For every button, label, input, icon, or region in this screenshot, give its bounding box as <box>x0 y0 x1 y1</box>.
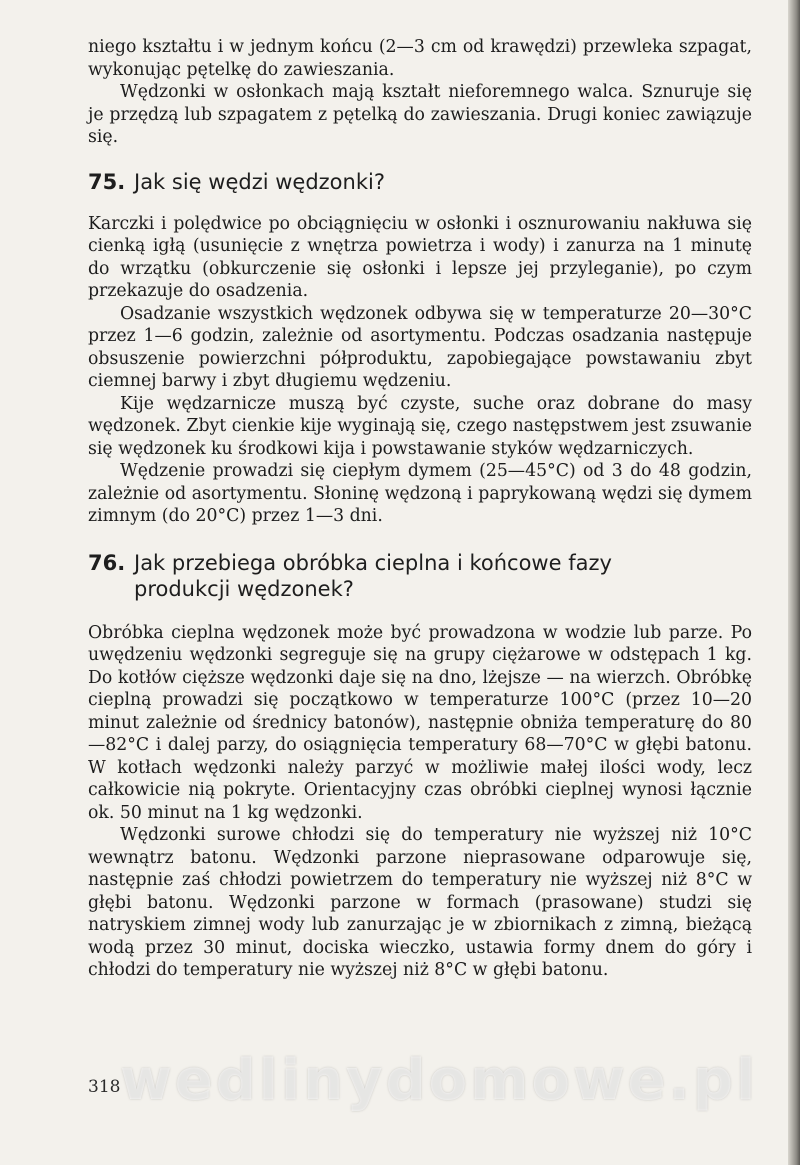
section-75-paragraph-1: Karczki i polędwice po obciągnięciu w osłonki i osznurowaniu nakłuwa się cienką igłą (usunięcie z wnętrza powietrza i wody) i zanurza na 1 minutę do wrzątku (obkurczenie się osłonki i lepsze jej przyleganie), po czym przekazuje do osadzenia. <box>88 213 752 301</box>
page-edge-shadow <box>788 0 800 1165</box>
section-75-paragraph-4: Wędzenie prowadzi się ciepłym dymem (25—45°C) od 3 do 48 godzin, zależnie od asortymentu. Słoninę wędzoną i paprykowaną wędzi się dymem zimnym (do 20°C) przez 1—3 dni. <box>88 461 752 526</box>
section-75-paragraph-2: Osadzanie wszystkich wędzonek odbywa się w temperaturze 20—30°C przez 1—6 godzin, zależnie od asortymentu. Podczas osadzania następuje obsuszenie powierzchni półproduktu, zapobiegające powstawaniu zbyt ciemnej barwy i zbyt długiemu wędzeniu. <box>88 303 752 391</box>
section-75-heading <box>88 169 752 195</box>
section-76-title-line-1: Jak przebiega obróbka cieplna i końcowe fazy <box>134 550 612 575</box>
section-75-title: Jak się wędzi wędzonki? <box>134 169 385 194</box>
intro-paragraph-2: Wędzonki w osłonkach mają kształt nieforemnego walca. Sznuruje się je przędzą lub szpagatem z pętelką do zawieszania. Drugi koniec zawiązuje się. <box>88 82 752 147</box>
page-content <box>88 36 752 982</box>
section-76-title <box>134 550 612 602</box>
section-76-paragraph-1: Obróbka cieplna wędzonek może być prowadzona w wodzie lub parze. Po uwędzeniu wędzonki segreguje się na grupy ciężarowe w odstępach 1 kg. Do kotłów cięższe wędzonki daje się na dno, lżejsze — na wierzch. Obróbkę cieplną prowadzi się początkowo w temperaturze 100°C (przez 10—20 minut zależnie od średnicy batonów), następnie obniża temperaturę do 80—82°C i dalej parzy, do osiągnięcia temperatury 68—70°C w głębi batonu. W kotłach wędzonki należy parzyć w możliwie małej ilości wody, lecz całkowicie nią pokryte. Orientacyjny czas obróbki cieplnej wynosi łącznie ok. 50 minut na 1 kg wędzonki. <box>88 622 752 823</box>
section-75-number: 75. <box>88 169 126 194</box>
intro-paragraph-1: niego kształtu i w jednym końcu (2—3 cm od krawędzi) przewleka szpagat, wykonując pętelkę do zawieszania. <box>88 37 752 80</box>
section-75-paragraph-3: Kije wędzarnicze muszą być czyste, suche oraz dobrane do masy wędzonek. Zbyt cienkie kije wyginają się, czego następstwem jest zsuwanie się wędzonek ku środkowi kija i powstawanie styków wędzarniczych. <box>88 393 752 459</box>
section-76-paragraph-2: Wędzonki surowe chłodzi się do temperatury nie wyższej niż 10°C wewnątrz batonu. Wędzonki parzone nieprasowane odparowuje się, następnie zaś chłodzi powietrzem do temperatury nie wyższej niż 8°C w głębi batonu. Wędzonki parzone w formach (prasowane) studzi się natryskiem zimnej wody lub zanurzając je w zbiornikach z zimną, bieżącą wodą przez 30 minut, dociska wieczko, ustawia formy dnem do góry i chłodzi do temperatury nie wyższej niż 8°C w głębi batonu. <box>88 825 752 980</box>
section-76-number: 76. <box>88 550 126 575</box>
watermark: wedlinydomowe.pl <box>120 1048 759 1113</box>
page-number: 318 <box>88 1077 121 1097</box>
section-76-title-line-2: produkcji wędzonek? <box>134 576 354 601</box>
section-76-heading <box>88 550 752 602</box>
